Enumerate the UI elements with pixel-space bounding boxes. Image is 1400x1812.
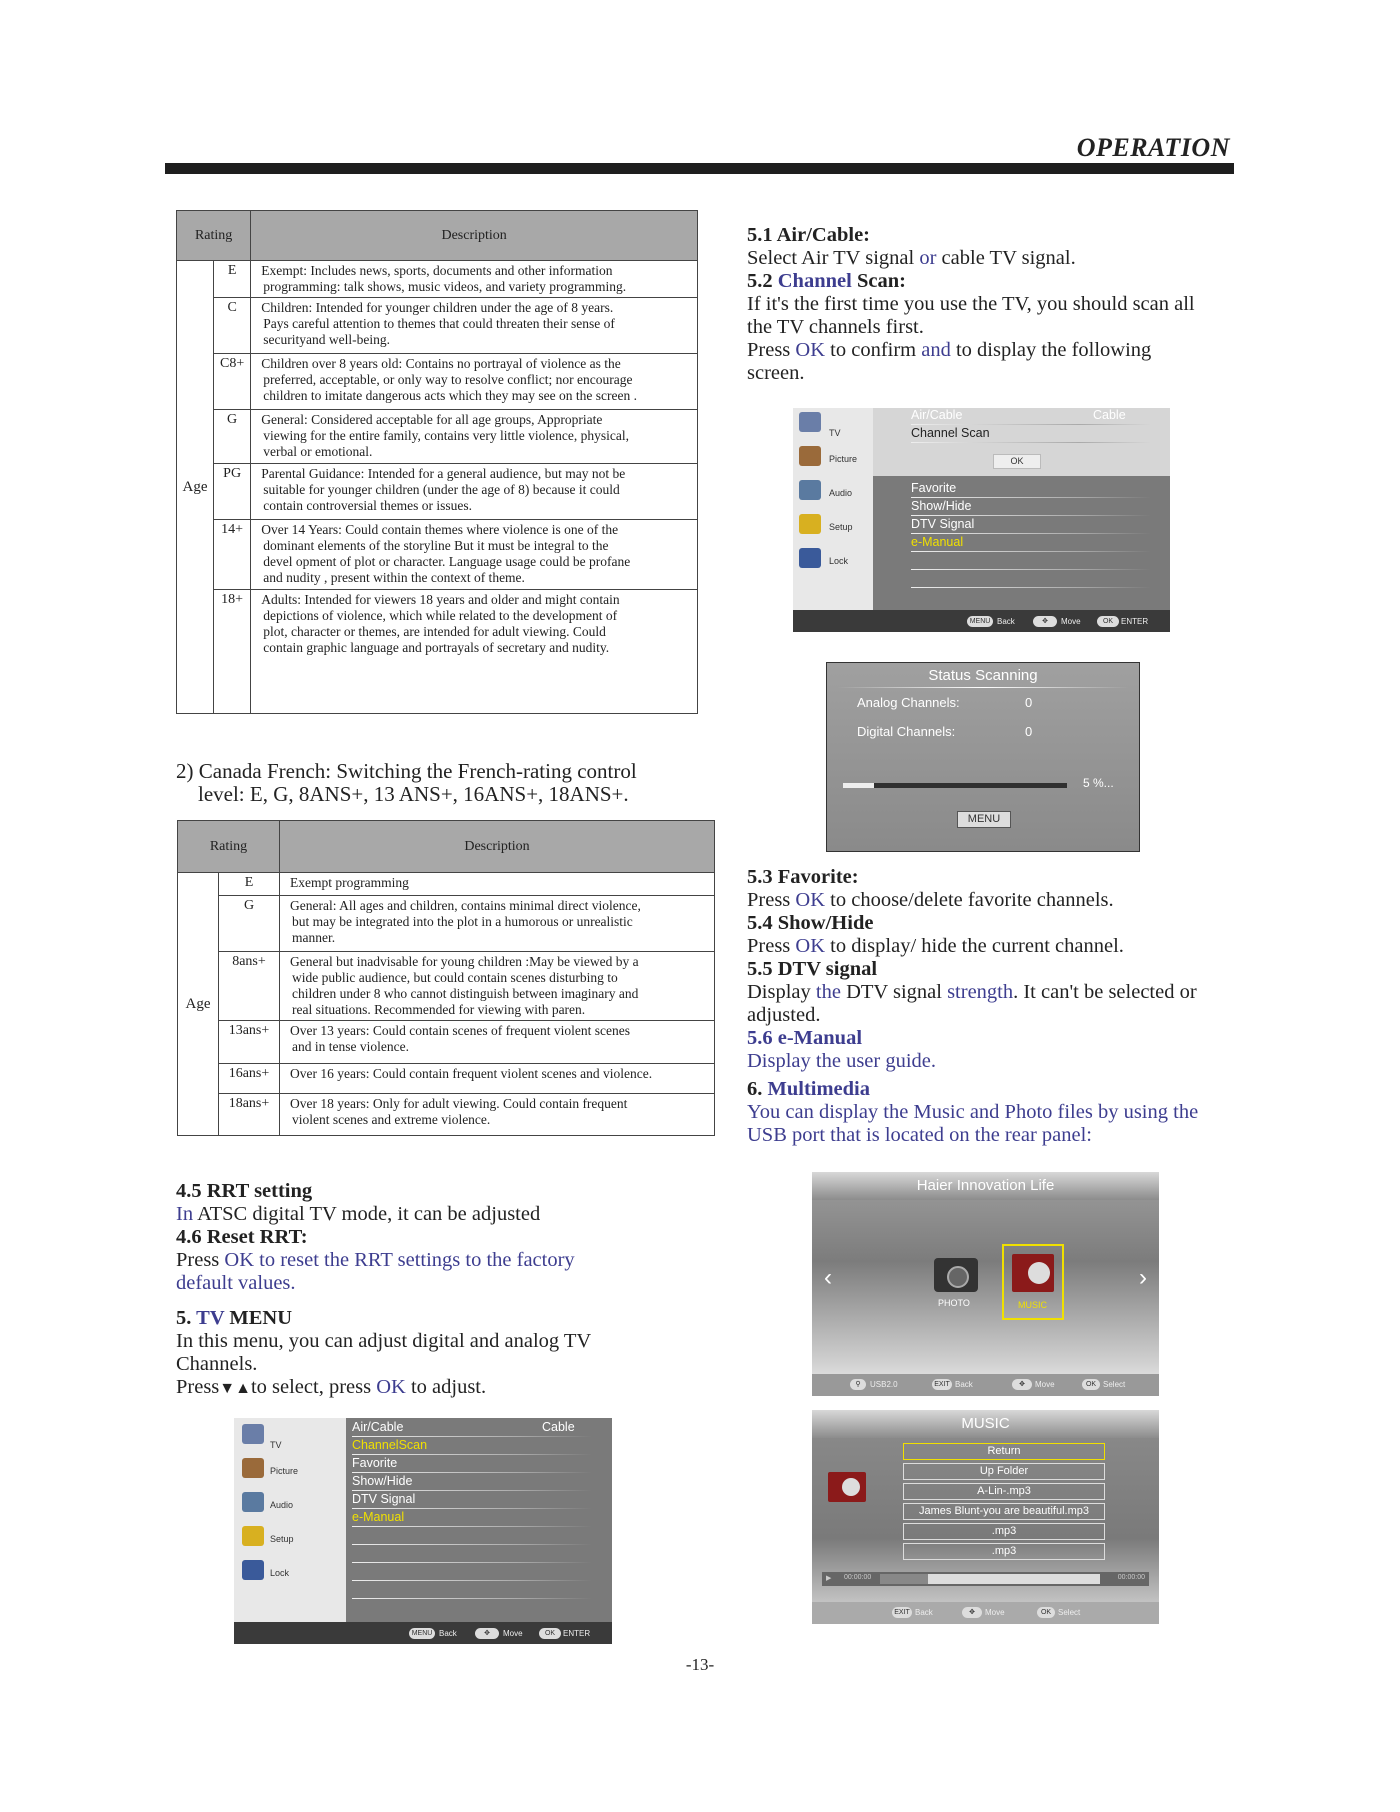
menu-separator [911, 497, 1151, 498]
photo-label: PHOTO [938, 1298, 970, 1308]
menu-separator [352, 1454, 592, 1455]
rating-row [178, 873, 715, 896]
rating-description [251, 298, 698, 354]
picture-icon[interactable] [242, 1458, 264, 1478]
description-line: verbal or emotional. [263, 444, 373, 459]
sidebar-item-audio[interactable]: Audio [829, 488, 853, 498]
menu-key: MENU [409, 1628, 435, 1639]
title-divider [837, 687, 1129, 688]
progress-text: 5 %... [1083, 776, 1114, 790]
description-line: Exempt: Includes news, sports, documents and other information [261, 263, 613, 278]
description-line: children under 8 who cannot distinguish between imaginary and [292, 986, 639, 1001]
description-line: programming: talk shows, music videos, and variety programming. [263, 279, 627, 294]
rating-description [280, 873, 715, 896]
file-item[interactable]: .mp3 [903, 1543, 1105, 1560]
move-label: Move [503, 1629, 523, 1638]
menu-item-favorite[interactable]: Favorite [911, 481, 957, 495]
progress-track [843, 783, 1067, 788]
description-line: dominant elements of the storyline But it must be integral to the [263, 538, 609, 553]
menu-separator [352, 1562, 592, 1563]
setup-icon[interactable] [799, 514, 821, 534]
menu-separator [352, 1580, 592, 1581]
file-item[interactable]: .mp3 [903, 1523, 1105, 1540]
status-scanning-screenshot [826, 662, 1140, 852]
multimedia-footer: ⚲ USB2.0 EXIT Back ✥ Move OK Select [812, 1374, 1159, 1396]
description-line: contain graphic language and portrayals of secretary and nudity. [263, 640, 610, 655]
air-cable-value[interactable]: Cable [1093, 408, 1126, 422]
digital-value: 0 [1025, 724, 1033, 739]
file-item[interactable]: A-Lin-.mp3 [903, 1483, 1105, 1500]
description-line: children to imitate dangerous acts which they may see on the screen . [263, 388, 637, 403]
age-label: Age [178, 873, 219, 1136]
description-line: and in tense violence. [292, 1039, 409, 1054]
description-line: Children: Intended for younger children under the age of 8 years. [261, 300, 614, 315]
menu-separator [352, 1490, 592, 1491]
move-icon: ✥ [475, 1628, 499, 1639]
description-line: but may be integrated into the plot in a humorous or unrealistic [292, 914, 633, 929]
description-line: plot, character or themes, are intended for adult viewing. Could [263, 624, 606, 639]
right-text-top: 5.1 Air/Cable: Select Air TV signal or cable TV signal. 5.2 Channel Scan: If it's the first time you use the TV, you should scan all the TV channels first. Press OK to confirm and to display the following screen. [747, 224, 1195, 384]
description-line: Exempt programming [290, 875, 409, 890]
menu-key: MENU [967, 616, 993, 627]
description-line: devel opment of plot or character. Language usage could be profane [263, 554, 631, 569]
status-title: Status Scanning [928, 667, 1038, 684]
back-label: Back [997, 617, 1015, 626]
menu-item-channel-scan[interactable]: Channel Scan [911, 426, 990, 440]
menu-sidebar [234, 1418, 346, 1624]
tv-menu-screenshot [234, 1418, 612, 1644]
back-label: Back [439, 1629, 457, 1638]
menu-sidebar [793, 408, 873, 612]
music-tile[interactable] [1002, 1244, 1064, 1320]
description-line: Adults: Intended for viewers 18 years and older and might contain [261, 592, 620, 607]
age-label: Age [177, 261, 214, 714]
description-line: and nudity , present within the context of theme. [263, 570, 525, 585]
audio-icon[interactable] [799, 480, 821, 500]
rating-description [251, 590, 698, 714]
rating-description [280, 896, 715, 952]
description-line: securityand well-being. [263, 332, 390, 347]
analog-value: 0 [1025, 695, 1033, 710]
sidebar-item-setup[interactable]: Setup [829, 522, 853, 532]
menu-item-show-hide[interactable]: Show/Hide [352, 1474, 413, 1488]
description-line: wide public audience, but could contain scenes disturbing to [292, 970, 618, 985]
rating-row [178, 952, 715, 1021]
rating-code: 13ans+ [219, 1021, 280, 1064]
description-line: Parental Guidance: Intended for a general audience, but may not be [261, 466, 626, 481]
rating-code: 8ans+ [219, 952, 280, 1021]
description-line: preferred, acceptable, or only way to resolve conflict; nor encourage [263, 372, 633, 387]
multimedia-home-screenshot [812, 1172, 1159, 1396]
description-line: Pays careful attention to themes that could threaten their sense of [263, 316, 615, 331]
sidebar-item-tv[interactable]: TV [270, 1440, 282, 1450]
camera-lens-icon [947, 1266, 969, 1288]
rating-description [280, 1064, 715, 1094]
exit-key: EXIT [892, 1607, 912, 1618]
menu-separator [352, 1436, 592, 1437]
move-icon: ✥ [1012, 1379, 1032, 1390]
menu-separator [911, 533, 1151, 534]
rating-row [178, 1021, 715, 1064]
audio-icon[interactable] [242, 1492, 264, 1512]
description-line: Over 13 years: Could contain scenes of frequent violent scenes [290, 1023, 631, 1038]
tv-icon[interactable] [799, 412, 821, 432]
menu-item-air-cable[interactable]: Air/Cable [911, 408, 963, 422]
music-disc-icon [828, 1472, 866, 1502]
canada-french-text: 2) Canada French: Switching the French-rating control level: E, G, 8ANS+, 13 ANS+, 16ANS+, 18ANS+. [176, 759, 637, 806]
rating-header: Rating [178, 821, 280, 873]
rating-row [177, 520, 698, 590]
disc-shape [842, 1478, 860, 1496]
sidebar-item-tv[interactable]: TV [829, 428, 841, 438]
description-line: suitable for younger children (under the age of 8) because it could [263, 482, 620, 497]
rating-code: E [219, 873, 280, 896]
usb-icon: ⚲ [850, 1379, 866, 1390]
sidebar-item-setup[interactable]: Setup [270, 1534, 294, 1544]
rating-table-us [176, 210, 698, 714]
rating-description [280, 1021, 715, 1064]
setup-icon[interactable] [242, 1526, 264, 1546]
analog-label: Analog Channels: [857, 695, 960, 710]
rating-code: 14+ [214, 520, 251, 590]
menu-separator [911, 424, 1151, 425]
rating-code: E [214, 261, 251, 298]
rating-code: 18+ [214, 590, 251, 714]
playback-fill [880, 1574, 928, 1584]
playback-bar [822, 1572, 1149, 1586]
menu-item-air-cable[interactable]: Air/Cable [352, 1420, 404, 1434]
rating-row [178, 896, 715, 952]
description-line: contain controversial themes or issues. [263, 498, 473, 513]
ok-key: OK [1082, 1379, 1100, 1390]
rating-description [251, 520, 698, 590]
sidebar-item-audio[interactable]: Audio [270, 1500, 294, 1510]
sidebar-item-lock[interactable]: Lock [270, 1568, 290, 1578]
description-line: manner. [292, 930, 336, 945]
description-line: Children over 8 years old: Contains no portrayal of violence as the [261, 356, 621, 371]
move-icon: ✥ [1033, 616, 1057, 627]
disc-shape [1028, 1262, 1050, 1284]
sidebar-item-picture[interactable]: Picture [829, 454, 858, 464]
menu-item-channelscan[interactable]: ChannelScan [352, 1438, 428, 1452]
rating-description [280, 952, 715, 1021]
screen-title: Haier Innovation Life [916, 1177, 1055, 1194]
move-label: Move [1061, 617, 1081, 626]
rrt-heading: 4.5 RRT setting [176, 1180, 313, 1202]
description-line: Over 14 Years: Could contain themes where violence is one of the [261, 522, 619, 537]
rating-row [177, 261, 698, 298]
playback-track[interactable] [880, 1574, 1100, 1584]
menu-button[interactable]: MENU [957, 811, 1011, 828]
ok-key: OK [1097, 616, 1119, 627]
page-number: -13- [685, 1655, 715, 1674]
music-disc-icon [1012, 1254, 1054, 1292]
rating-code: C8+ [214, 354, 251, 410]
rating-table-fr [177, 820, 715, 1136]
menu-separator [352, 1526, 592, 1527]
rating-description [251, 464, 698, 520]
rating-description [251, 354, 698, 410]
rating-row [177, 464, 698, 520]
sidebar-item-lock[interactable]: Lock [829, 556, 849, 566]
rating-row [177, 298, 698, 354]
rating-code: 16ans+ [219, 1064, 280, 1094]
menu-separator [352, 1472, 592, 1473]
exit-key: EXIT [932, 1379, 952, 1390]
rating-code: G [219, 896, 280, 952]
air-cable-value[interactable]: Cable [542, 1420, 575, 1434]
tv-icon[interactable] [242, 1424, 264, 1444]
description-line: violent scenes and extreme violence. [292, 1112, 491, 1127]
file-item[interactable]: Up Folder [903, 1463, 1105, 1480]
time-start: 00:00:00 [844, 1574, 872, 1581]
rating-description [251, 410, 698, 464]
rating-code: 18ans+ [219, 1094, 280, 1136]
rating-code: C [214, 298, 251, 354]
description-line: real situations. Recommended for viewing with paren. [292, 1002, 586, 1017]
file-item[interactable]: James Blunt-you are beautiful.mp3 [903, 1503, 1105, 1520]
menu-separator [911, 551, 1151, 552]
ok-key: OK [1037, 1607, 1055, 1618]
enter-label: ENTER [1121, 617, 1149, 626]
menu-separator [911, 442, 1151, 443]
enter-label: ENTER [563, 1629, 591, 1638]
description-header: Description [280, 821, 715, 873]
menu-item-dtv-signal[interactable]: DTV Signal [352, 1492, 416, 1506]
menu-separator [911, 569, 1151, 570]
menu-item-show-hide[interactable]: Show/Hide [911, 499, 972, 513]
menu-item-favorite[interactable]: Favorite [352, 1456, 398, 1470]
picture-icon[interactable] [799, 446, 821, 466]
rating-description [280, 1094, 715, 1136]
channel-scan-screenshot [793, 408, 1170, 632]
photo-camera-icon[interactable] [934, 1258, 978, 1292]
rating-row [177, 410, 698, 464]
description-line: viewing for the entire family, contains very little violence, physical, [263, 428, 629, 443]
left-arrow-icon[interactable]: ‹ [824, 1264, 832, 1291]
description-header: Description [251, 211, 698, 261]
description-line: Over 16 years: Could contain frequent violent scenes and violence. [290, 1066, 653, 1081]
play-icon: ▶ [826, 1575, 832, 1582]
menu-separator [352, 1508, 592, 1509]
music-label: MUSIC [1018, 1300, 1047, 1310]
rating-code: PG [214, 464, 251, 520]
menu-separator [352, 1598, 592, 1599]
sidebar-item-picture[interactable]: Picture [270, 1466, 299, 1476]
screen-title: MUSIC [961, 1415, 1010, 1432]
description-line: General: Considered acceptable for all age groups, Appropriate [261, 412, 603, 427]
tv-menu-heading: 5. TV MENU [176, 1307, 293, 1329]
move-icon: ✥ [962, 1607, 982, 1618]
page-title: OPERATION [1076, 133, 1230, 162]
menu-item-e-manual[interactable]: e-Manual [911, 535, 964, 549]
file-item[interactable]: Return [903, 1443, 1105, 1460]
lock-icon[interactable] [799, 548, 821, 568]
lock-icon[interactable] [242, 1560, 264, 1580]
rating-code: G [214, 410, 251, 464]
menu-separator [911, 587, 1151, 588]
description-line: depictions of violence, which while related to the development of [263, 608, 618, 623]
time-end: 00:00:00 [1117, 1574, 1145, 1581]
description-line: General but inadvisable for young children :May be viewed by a [290, 954, 639, 969]
progress-fill [843, 783, 874, 788]
rating-row [178, 1094, 715, 1136]
description-line: Over 18 years: Only for adult viewing. Could contain frequent [290, 1096, 628, 1111]
digital-label: Digital Channels: [857, 724, 956, 739]
music-footer: EXIT Back ✥ Move OK Select [812, 1602, 1159, 1624]
menu-separator [911, 515, 1151, 516]
menu-separator [352, 1544, 592, 1545]
left-text-block: 4.5 RRT setting In ATSC digital TV mode, it can be adjusted 4.6 Reset RRT: Press OK to reset the RRT settings to the factory default values. 5. TV MENU In this menu, you can adjust digital and analog TV Channels. Press▼▲to select, press OK to adjust. [176, 1180, 592, 1398]
rating-row [177, 354, 698, 410]
ok-button[interactable]: OK [993, 454, 1041, 469]
reset-rrt-heading: 4.6 Reset RRT: [176, 1226, 308, 1248]
right-text-middle: 5.3 Favorite: Press OK to choose/delete favorite channels. 5.4 Show/Hide Press OK to display/ hide the current channel. 5.5 DTV signal Display the DTV signal strength. It can't be selected or adjusted. 5.6 e-Manual Display the user guide. 6. Multimedia You can display the Music and Photo files by using the USB port that is located on the rear panel: [747, 866, 1199, 1146]
menu-item-e-manual[interactable]: e-Manual [352, 1510, 405, 1524]
rating-row [178, 1064, 715, 1094]
right-arrow-icon[interactable]: › [1139, 1264, 1147, 1291]
rating-row [177, 590, 698, 714]
menu-item-dtv-signal[interactable]: DTV Signal [911, 517, 975, 531]
rating-description [251, 261, 698, 298]
music-browser-screenshot [812, 1410, 1159, 1624]
header-divider [165, 163, 1234, 174]
ok-key: OK [539, 1628, 561, 1639]
rating-header: Rating [177, 211, 251, 261]
description-line: General: All ages and children, contains minimal direct violence, [290, 898, 641, 913]
